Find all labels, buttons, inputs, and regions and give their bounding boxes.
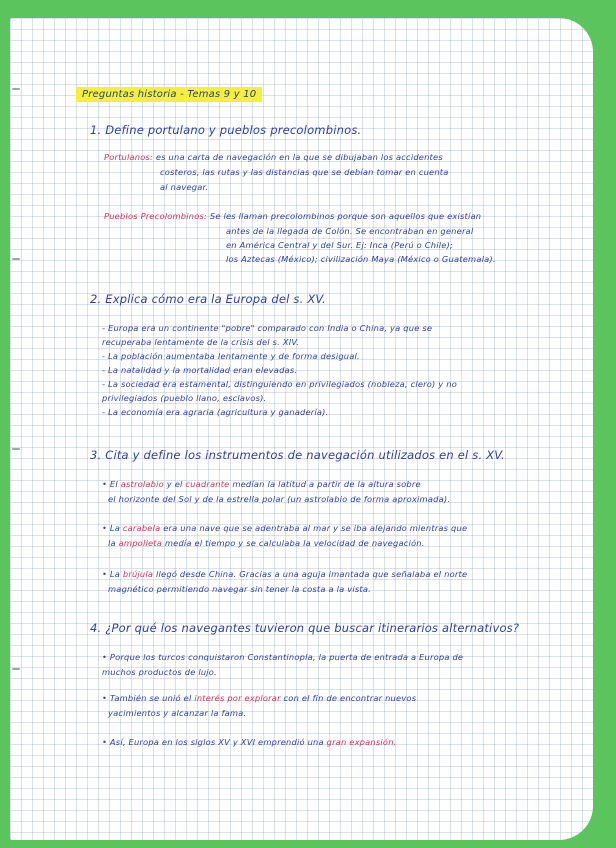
answer-line: - La natalidad y la mortalidad eran elevadas. bbox=[102, 365, 298, 375]
bullet-text: la bbox=[108, 538, 116, 548]
question-3-heading: 3. Cita y define los instrumentos de navegación utilizados en el s. XV. bbox=[90, 448, 505, 462]
precolombinos-definition-line: antes de la llegada de Colón. Se encontraban en general bbox=[226, 226, 474, 236]
answer-line: el horizonte del Sol y de la estrella polar (un astrolabio de forma aproximada). bbox=[108, 494, 451, 504]
bullet-text: • La bbox=[102, 569, 121, 579]
bullet-text: • El bbox=[102, 479, 118, 489]
bullet-text: y el bbox=[166, 479, 183, 489]
carabela-term: carabela bbox=[122, 523, 161, 533]
answer-line: - La sociedad era estamental, distinguiendo en privilegiados (nobleza, clero) y no bbox=[102, 379, 457, 389]
portulano-text: es una carta de navegación en la que se dibujaban los accidentes bbox=[155, 152, 443, 162]
answer-line bbox=[108, 538, 425, 548]
cuadrante-term: cuadrante bbox=[185, 479, 230, 489]
answer-line: • Porque los turcos conquistaron Constantinopla, la puerta de entrada a Europa de bbox=[102, 652, 464, 662]
binding-mark bbox=[12, 258, 20, 260]
answer-line: magnético permitiendo navegar sin tener la costa a la vista. bbox=[108, 584, 371, 594]
portulano-definition-line: costeros, las rutas y las distancias que se debían tomar en cuenta bbox=[160, 167, 449, 177]
portulano-definition-line bbox=[104, 152, 443, 162]
answer-line bbox=[102, 693, 416, 703]
gran-expansion-term: gran expansión. bbox=[326, 737, 397, 747]
ampolleta-term: ampolleta bbox=[118, 538, 163, 548]
page-title: Preguntas historia - Temas 9 y 10 bbox=[76, 87, 262, 102]
astrolabio-term: astrolabio bbox=[120, 479, 164, 489]
instrument-bullet-carabela bbox=[102, 523, 467, 533]
portulano-term: Portulanos: bbox=[104, 152, 154, 162]
bullet-text: • Así, Europa en los siglos XV y XVI emprendió una bbox=[102, 737, 324, 747]
bullet-text: llegó desde China. Gracias a una aguja imantada que señalaba el norte bbox=[156, 569, 468, 579]
precolombinos-term: Pueblos Precolombinos: bbox=[104, 211, 208, 221]
answer-line bbox=[102, 737, 397, 747]
binding-mark bbox=[12, 668, 20, 670]
answer-line: recuperaba lentamente de la crisis del s. XIV. bbox=[102, 337, 300, 347]
bullet-text: medía el tiempo y se calculaba la velocidad de navegación. bbox=[164, 538, 425, 548]
portulano-definition-line: al navegar. bbox=[160, 182, 209, 192]
answer-line: muchos productos de lujo. bbox=[102, 667, 217, 677]
interes-explorar-term: interés por explorar bbox=[194, 693, 281, 703]
instrument-bullet-brujula bbox=[102, 569, 467, 579]
answer-line: - La economía era agraria (agricultura y ganadería). bbox=[102, 407, 329, 417]
notebook-page bbox=[10, 18, 593, 840]
precolombinos-definition-line: los Aztecas (México); civilización Maya (México o Guatemala). bbox=[226, 254, 496, 264]
bullet-text: con el fin de encontrar nuevos bbox=[283, 693, 417, 703]
bullet-text: medían la latitud a partir de la altura sobre bbox=[232, 479, 421, 489]
answer-line: privilegiados (pueblo llano, esclavos). bbox=[102, 393, 267, 403]
answer-line: - La población aumentaba lentamente y de forma desigual. bbox=[102, 351, 360, 361]
binding-mark bbox=[12, 88, 20, 90]
precolombinos-definition-line: en América Central y del Sur. Ej: Inca (Perú o Chile); bbox=[226, 240, 453, 250]
question-4-heading: 4. ¿Por qué los navegantes tuvieron que buscar itinerarios alternativos? bbox=[90, 621, 520, 635]
binding-mark bbox=[12, 448, 20, 450]
answer-line: yacimientos y alcanzar la fama. bbox=[108, 708, 247, 718]
question-1-heading: 1. Define portulano y pueblos precolombinos. bbox=[90, 123, 362, 137]
bullet-text: • También se unió el bbox=[102, 693, 192, 703]
precolombinos-definition-line bbox=[104, 211, 481, 221]
bullet-text: • La bbox=[102, 523, 121, 533]
bullet-text: era una nave que se adentraba al mar y se iba alejando mientras que bbox=[163, 523, 468, 533]
question-2-heading: 2. Explica cómo era la Europa del s. XV. bbox=[90, 292, 327, 306]
brujula-term: brújula bbox=[122, 569, 154, 579]
instrument-bullet-astrolabio bbox=[102, 479, 421, 489]
answer-line: - Europa era un continente "pobre" comparado con India o China, ya que se bbox=[102, 323, 433, 333]
precolombinos-text: Se les llaman precolombinos porque son aquellos que existían bbox=[209, 211, 482, 221]
